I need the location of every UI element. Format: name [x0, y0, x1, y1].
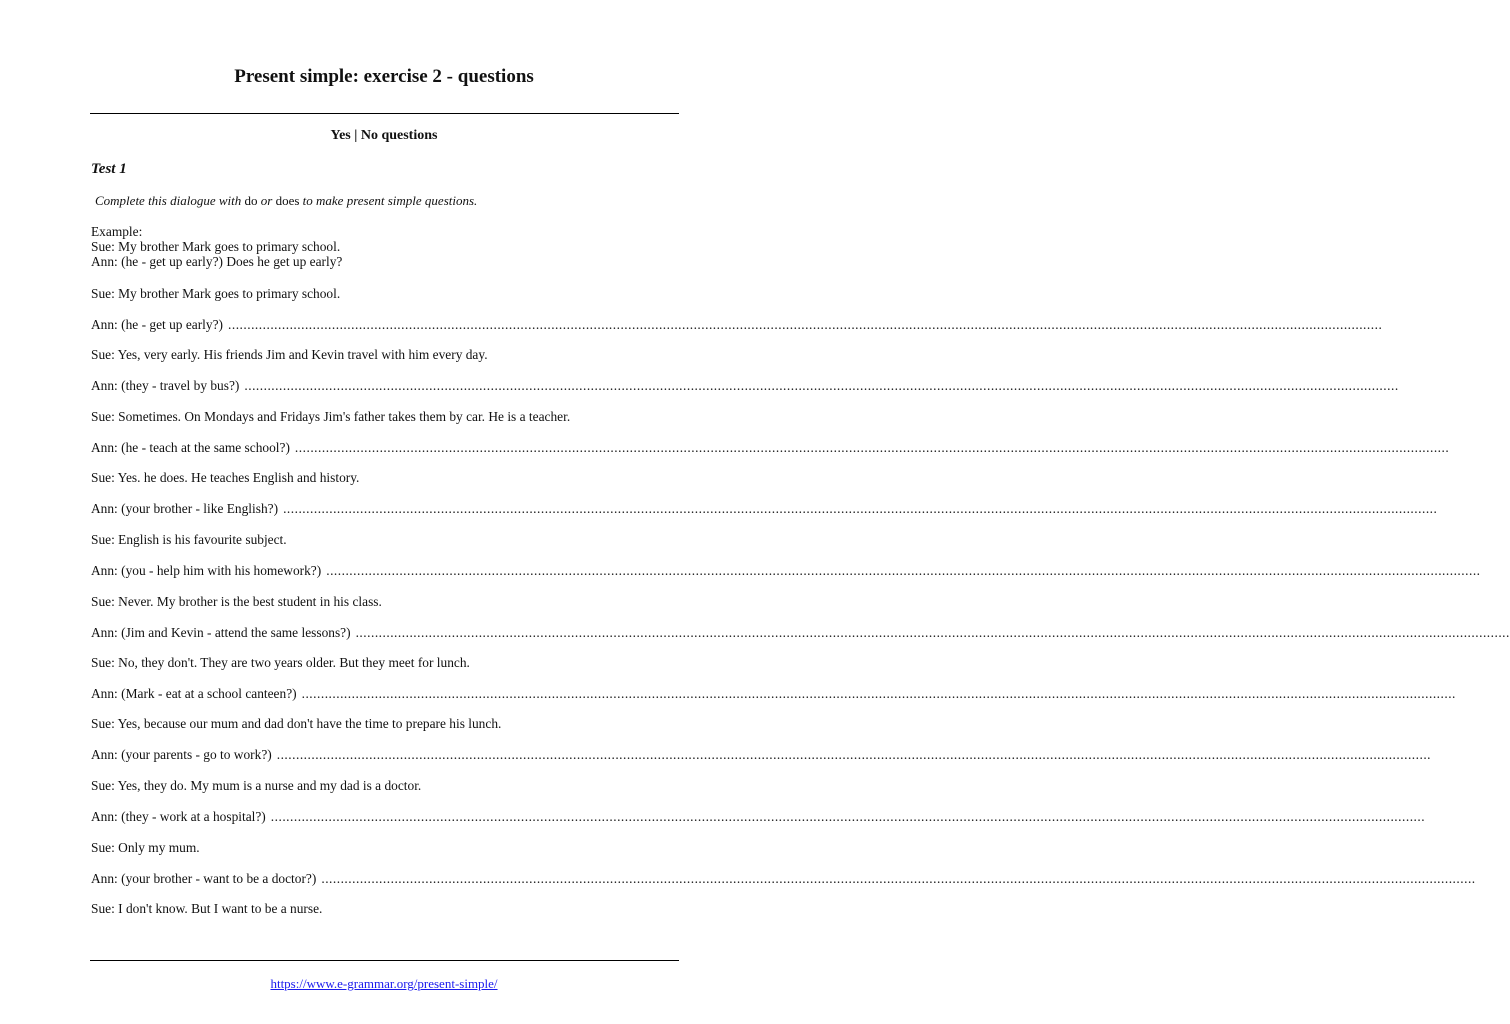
- answer-blank[interactable]: ............................................................................................................................................................................................................................................................................................................: [283, 501, 1438, 516]
- example-block: [91, 224, 342, 269]
- instruction-word-does: does: [275, 193, 300, 208]
- page-title: Present simple: exercise 2 - questions: [234, 66, 534, 87]
- dialogue-line: Sue: Never. My brother is the best student in his class.: [91, 594, 382, 609]
- bottom-divider: [90, 960, 679, 961]
- answer-blank[interactable]: ............................................................................................................................................................................................................................................................................................................: [276, 747, 1432, 762]
- answer-blank[interactable]: ............................................................................................................................................................................................................................................................................................................: [228, 317, 1383, 332]
- dialogue-line: Sue: Yes. he does. He teaches English and history.: [91, 470, 360, 485]
- answer-blank[interactable]: ............................................................................................................................................................................................................................................................................................................: [244, 378, 1399, 393]
- dialogue-line: Sue: Yes, because our mum and dad don't have the time to prepare his lunch.: [91, 716, 502, 731]
- question-prompt: Ann: (they - travel by bus?): [91, 378, 240, 393]
- question-prompt: Ann: (he - teach at the same school?): [91, 440, 290, 455]
- question-line: [91, 440, 1450, 456]
- instruction-part1: Complete this dialogue with: [95, 193, 242, 208]
- question-prompt: Ann: (he - get up early?): [91, 317, 223, 332]
- question-line: [91, 563, 1481, 579]
- example-line: Sue: My brother Mark goes to primary school.: [91, 239, 341, 254]
- dialogue-line: Sue: My brother Mark goes to primary school.: [91, 286, 341, 301]
- question-prompt: Ann: (your brother - want to be a doctor?): [91, 871, 317, 886]
- dialogue-line: Sue: Sometimes. On Mondays and Fridays Jim's father takes them by car. He is a teacher.: [91, 409, 571, 424]
- instruction-part3: to make present simple questions.: [302, 193, 478, 208]
- instruction-part2: or: [260, 193, 273, 208]
- question-line: [91, 501, 1438, 517]
- question-prompt: Ann: (Jim and Kevin - attend the same lessons?): [91, 625, 351, 640]
- answer-blank[interactable]: ............................................................................................................................................................................................................................................................................................................: [270, 809, 1426, 824]
- dialogue-line: Sue: Only my mum.: [91, 840, 200, 855]
- dialogue-line: Sue: I don't know. But I want to be a nurse.: [91, 901, 323, 916]
- question-prompt: Ann: (you - help him with his homework?): [91, 563, 322, 578]
- instruction-word-do: do: [244, 193, 258, 208]
- question-line: [91, 871, 1476, 887]
- question-line: [91, 625, 1510, 641]
- question-line: [91, 686, 1456, 702]
- question-prompt: Ann: (Mark - eat at a school canteen?): [91, 686, 297, 701]
- question-prompt: Ann: (they - work at a hospital?): [91, 809, 266, 824]
- question-line: [91, 747, 1432, 763]
- answer-blank[interactable]: ............................................................................................................................................................................................................................................................................................................: [321, 871, 1476, 886]
- question-prompt: Ann: (your parents - go to work?): [91, 747, 272, 762]
- dialogue-line: Sue: Yes, very early. His friends Jim and Kevin travel with him every day.: [91, 347, 488, 362]
- section-title: Yes | No questions: [330, 128, 438, 143]
- dialogue-line: Sue: English is his favourite subject.: [91, 532, 287, 547]
- question-line: [91, 317, 1383, 333]
- answer-blank[interactable]: ............................................................................................................................................................................................................................................................................................................: [355, 625, 1510, 640]
- top-divider: [90, 113, 679, 114]
- footer: [0, 976, 768, 992]
- example-label: Example:: [91, 224, 143, 239]
- question-line: [91, 809, 1426, 825]
- answer-blank[interactable]: ............................................................................................................................................................................................................................................................................................................: [326, 563, 1481, 578]
- test-label: Test 1: [91, 161, 127, 177]
- question-line: [91, 378, 1399, 394]
- dialogue-line: Sue: Yes, they do. My mum is a nurse and my dad is a doctor.: [91, 778, 422, 793]
- answer-blank[interactable]: ............................................................................................................................................................................................................................................................................................................: [301, 686, 1456, 701]
- dialogue-line: Sue: No, they don't. They are two years older. But they meet for lunch.: [91, 655, 470, 670]
- instruction: [95, 193, 477, 209]
- footer-link[interactable]: https://www.e-grammar.org/present-simple/: [270, 976, 498, 991]
- example-line: Ann: (he - get up early?) Does he get up early?: [91, 254, 343, 269]
- question-prompt: Ann: (your brother - like English?): [91, 501, 279, 516]
- answer-blank[interactable]: ............................................................................................................................................................................................................................................................................................................: [294, 440, 1450, 455]
